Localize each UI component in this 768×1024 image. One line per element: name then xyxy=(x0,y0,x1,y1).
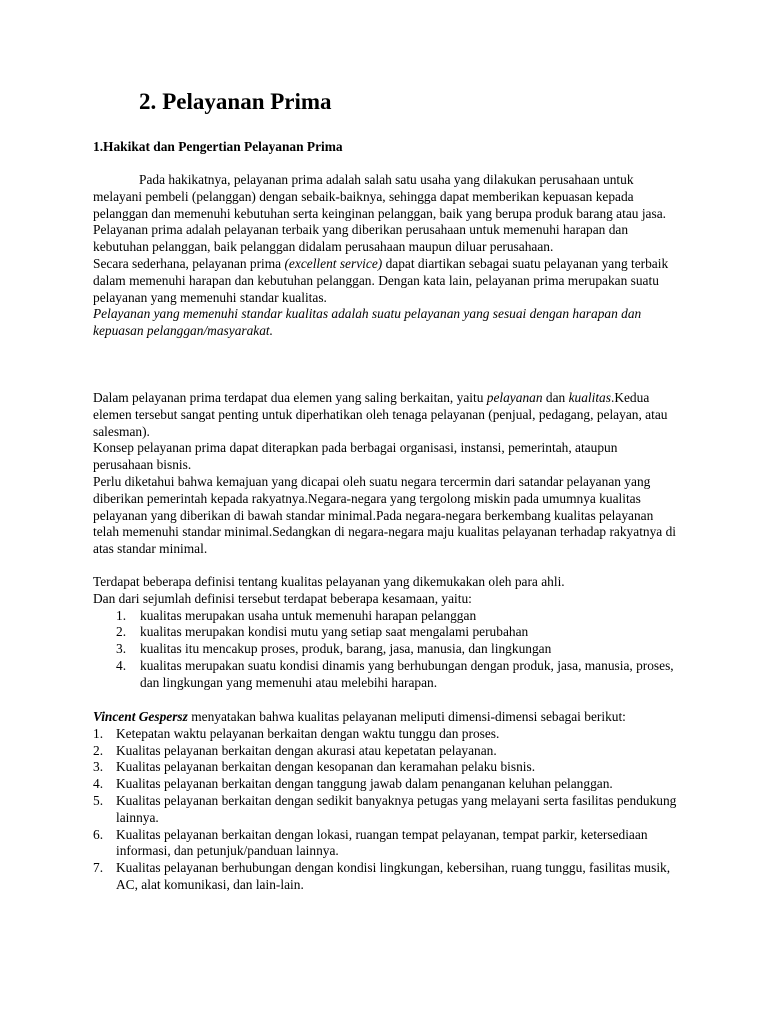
elements-block xyxy=(93,390,678,558)
list-item-number: 5. xyxy=(93,792,104,808)
list-item xyxy=(93,827,678,861)
list-item xyxy=(93,743,678,760)
list-item-text: Kualitas pelayanan berkaitan dengan lokasi, ruangan tempat pelayanan, tempat parkir, ketersediaan informasi, dan petunjuk/panduan lainnya. xyxy=(116,826,648,859)
paragraph-kemajuan: Perlu diketahui bahwa kemajuan yang dicapai oleh suatu negara tercermin dari satandar pelayanan yang diberikan pemerintah kepada rakyatnya.Negara-negara yang tergolong miskin pada umumnya kualitas pelayanan yang diberikan di bawah standar minimal.Pada negara-negara berkembang kualitas pelayanan telah memenuhi standar minimal.Sedangkan di negara-negara maju kualitas pelayanan terhadap rakyatnya di atas standar minimal. xyxy=(93,473,677,557)
paragraph-sederhana-b: (excellent service) xyxy=(284,255,383,271)
dimensi-list xyxy=(93,726,678,894)
dimensions-block xyxy=(93,709,678,894)
paragraph-konsep: Konsep pelayanan prima dapat diterapkan pada berbagai organisasi, instansi, pemerintah, ataupun perusahaan bisnis. xyxy=(93,440,618,473)
title-text: Pelayanan Prima xyxy=(162,89,332,114)
kesamaan-list xyxy=(93,608,678,692)
list-item-number: 7. xyxy=(93,860,104,876)
list-item-number: 4. xyxy=(93,776,104,792)
list-item-text: kualitas merupakan suatu kondisi dinamis yang berhubungan dengan produk, jasa, manusia, proses, dan lingkungan yang memenuhi atau melebihi harapan. xyxy=(140,657,674,690)
paragraph-kesamaan: Dan dari sejumlah definisi tersebut terdapat beberapa kesamaan, yaitu: xyxy=(93,590,472,606)
paragraph-sederhana-a: Secara sederhana, pelayanan prima xyxy=(93,255,285,271)
list-item-number: 2. xyxy=(116,624,127,640)
paragraph-definisi: Pelayanan prima adalah pelayanan terbaik yang diberikan perusahaan untuk memenuhi harapan dan kebutuhan pelanggan, baik pelanggan didalam perusahaan maupun diluar perusahaan. xyxy=(93,222,629,255)
list-item-text: Ketepatan waktu pelayanan berkaitan dengan waktu tunggu dan proses. xyxy=(116,725,500,741)
list-item xyxy=(93,759,678,776)
list-item-number: 3. xyxy=(116,641,127,657)
list-item xyxy=(93,641,678,658)
paragraph-elemen-d: kualitas xyxy=(568,390,611,405)
list-item xyxy=(93,658,678,692)
paragraph-beberapa-definisi: Terdapat beberapa definisi tentang kualitas pelayanan yang dikemukakan oleh para ahli. xyxy=(93,574,565,589)
list-item-text: kualitas itu mencakup proses, produk, barang, jasa, manusia, dan lingkungan xyxy=(140,641,552,657)
paragraph-elemen-e: .Kedua elemen tersebut sangat penting untuk diperhatikan oleh tenaga pelayanan (penjual, pedagang, pelayan, atau salesman). xyxy=(93,390,668,439)
paragraph-sederhana-c: dapat diartikan sebagai suatu pelayanan yang terbaik dalam memenuhi harapan dan kebutuhan pelanggan. Dengan kata lain, pelayanan prima merupakan suatu pelayanan yang memenuhi standar kualitas. xyxy=(93,255,669,305)
paragraph-elemen-c: dan xyxy=(542,390,569,405)
list-item-number: 1. xyxy=(116,607,127,623)
list-item-number: 4. xyxy=(116,657,127,673)
list-item-text: kualitas merupakan kondisi mutu yang setiap saat mengalami perubahan xyxy=(140,624,529,640)
list-item-text: Kualitas pelayanan berkaitan dengan sedikit banyaknya petugas yang melayani serta fasilitas pendukung lainnya. xyxy=(116,792,677,825)
list-item xyxy=(93,608,678,625)
list-item xyxy=(93,624,678,641)
section-heading: 1.Hakikat dan Pengertian Pelayanan Prima xyxy=(93,139,343,154)
list-item-number: 1. xyxy=(93,725,104,741)
list-item-text: kualitas merupakan usaha untuk memenuhi harapan pelanggan xyxy=(140,607,477,623)
list-item-number: 3. xyxy=(93,759,104,775)
paragraph-standar-kualitas: Pelayanan yang memenuhi standar kualitas adalah suatu pelayanan yang sesuai dengan harapan dan kepuasan pelanggan/masyarakat. xyxy=(93,306,642,339)
list-item xyxy=(93,776,678,793)
title-number: 2. xyxy=(139,89,157,114)
list-item-text: Kualitas pelayanan berkaitan dengan akurasi atau kepetatan pelayanan. xyxy=(116,742,497,758)
list-item-text: Kualitas pelayanan berhubungan dengan kondisi lingkungan, kebersihan, ruang tunggu, fasilitas musik, AC, alat komunikasi, dan lain-lain. xyxy=(116,860,671,892)
intro-block xyxy=(93,172,678,340)
paragraph-elemen xyxy=(93,390,678,440)
list-item-number: 2. xyxy=(93,742,104,758)
definitions-block xyxy=(93,574,678,692)
author-name: Vincent Gespersz xyxy=(93,709,188,724)
paragraph-elemen-b: pelayanan xyxy=(486,390,543,405)
paragraph-elemen-a: Dalam pelayanan prima terdapat dua elemen yang saling berkaitan, yaitu xyxy=(93,390,487,405)
page-title xyxy=(139,88,332,116)
list-item-text: Kualitas pelayanan berkaitan dengan tanggung jawab dalam penanganan keluhan pelanggan. xyxy=(116,776,613,792)
paragraph-gespersz-rest: menyatakan bahwa kualitas pelayanan meliputi dimensi-dimensi sebagai berikut: xyxy=(187,709,626,724)
list-item xyxy=(93,860,678,894)
list-item-number: 6. xyxy=(93,826,104,842)
list-item xyxy=(93,793,678,827)
paragraph-sederhana xyxy=(93,256,678,306)
list-item xyxy=(93,726,678,743)
paragraph-gespersz xyxy=(93,709,678,726)
paragraph-hakikat: Pada hakikatnya, pelayanan prima adalah salah satu usaha yang dilakukan perusahaan untuk melayani pembeli (pelanggan) dengan sebaik-baiknya, sehingga dapat memberikan kepuasan kepada pelanggan dan memenuhi kebutuhan serta keinginan pelanggan, baik yang berupa produk barang atau jasa. xyxy=(93,172,666,221)
list-item-text: Kualitas pelayanan berkaitan dengan kesopanan dan keramahan pelaku bisnis. xyxy=(116,759,536,775)
